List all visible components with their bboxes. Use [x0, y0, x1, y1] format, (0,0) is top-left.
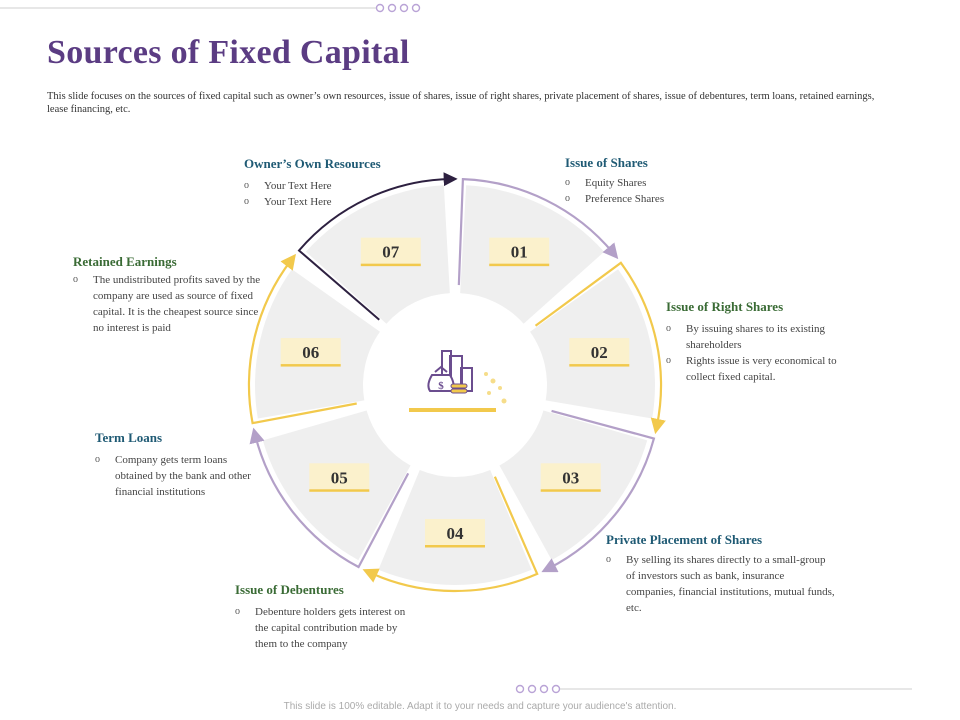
segment-02-label-bar [569, 364, 629, 367]
segment-06-bullet: o The undistributed profits saved by the company are used as source of fixed capital. It is the cheapest source since no interest is paid [73, 272, 263, 336]
segment-07-label-bar [361, 264, 421, 267]
segment-04-bullet: o Debenture holders gets interest on the capital contribution made by them to the company [235, 604, 415, 652]
segment-03-label-bar [541, 489, 601, 492]
segment-04-text [235, 582, 415, 652]
segment-07-heading: Owner’s Own Resources [244, 156, 381, 171]
segment-05-label-bar [309, 489, 369, 492]
footer-note: This slide is 100% editable. Adapt it to your needs and capture your audience's attention. [283, 701, 677, 712]
segment-05-heading: Term Loans [95, 430, 163, 445]
segment-03-number: 03 [562, 468, 580, 488]
segment-07-text [244, 156, 444, 210]
segment-02-heading: Issue of Right Shares [666, 299, 784, 314]
segment-07-bullet: o Your Text Here [244, 194, 444, 210]
segment-07-bullet: o Your Text Here [244, 178, 444, 194]
segment-03-bullet: o By selling its shares directly to a small-group of investors such as bank, insurance companies, financial institutions, mutual funds, etc. [606, 552, 836, 616]
svg-text:$: $ [438, 380, 444, 392]
segment-04-label-bar [425, 545, 485, 548]
segment-02-bullet: o Rights issue is very economical to collect fixed capital. [666, 353, 866, 385]
segment-01-text [565, 155, 785, 207]
segment-06-text [73, 254, 263, 336]
segment-05-bullet: o Company gets term loans obtained by the bank and other financial institutions [95, 452, 265, 500]
segment-06-number: 06 [302, 343, 320, 363]
segment-05-number: 05 [330, 468, 348, 488]
segment-01-bullet: o Preference Shares [565, 191, 785, 207]
segment-04-number: 04 [446, 524, 464, 543]
segment-06-label-bar [281, 364, 341, 367]
segment-02-bullet: o By issuing shares to its existing shareholders [666, 321, 866, 353]
segment-05-text [95, 430, 265, 500]
segment-02-text [666, 299, 866, 385]
page-subtitle: This slide focuses on the sources of fixed capital such as owner’s own resources, issue of shares, issue of right shares, private placement of shares, issue of debentures, term loans, retained earnings, lease financing, etc. [47, 91, 875, 115]
segment-07-number: 07 [382, 242, 400, 262]
segment-04-heading: Issue of Debentures [235, 582, 344, 597]
segment-03-text [606, 532, 836, 616]
segment-01-bullet: o Equity Shares [565, 175, 785, 191]
money-bag-buildings-icon [409, 351, 507, 412]
segment-01-label-bar [489, 264, 549, 267]
bottom-decoration [0, 680, 960, 700]
segment-06-heading: Retained Earnings [73, 254, 177, 269]
page-title: Sources of Fixed Capital [47, 34, 410, 71]
segment-03-heading: Private Placement of Shares [606, 532, 763, 547]
segment-01-number: 01 [510, 242, 528, 262]
segment-02-number: 02 [590, 343, 608, 363]
segment-01-heading: Issue of Shares [565, 155, 648, 170]
